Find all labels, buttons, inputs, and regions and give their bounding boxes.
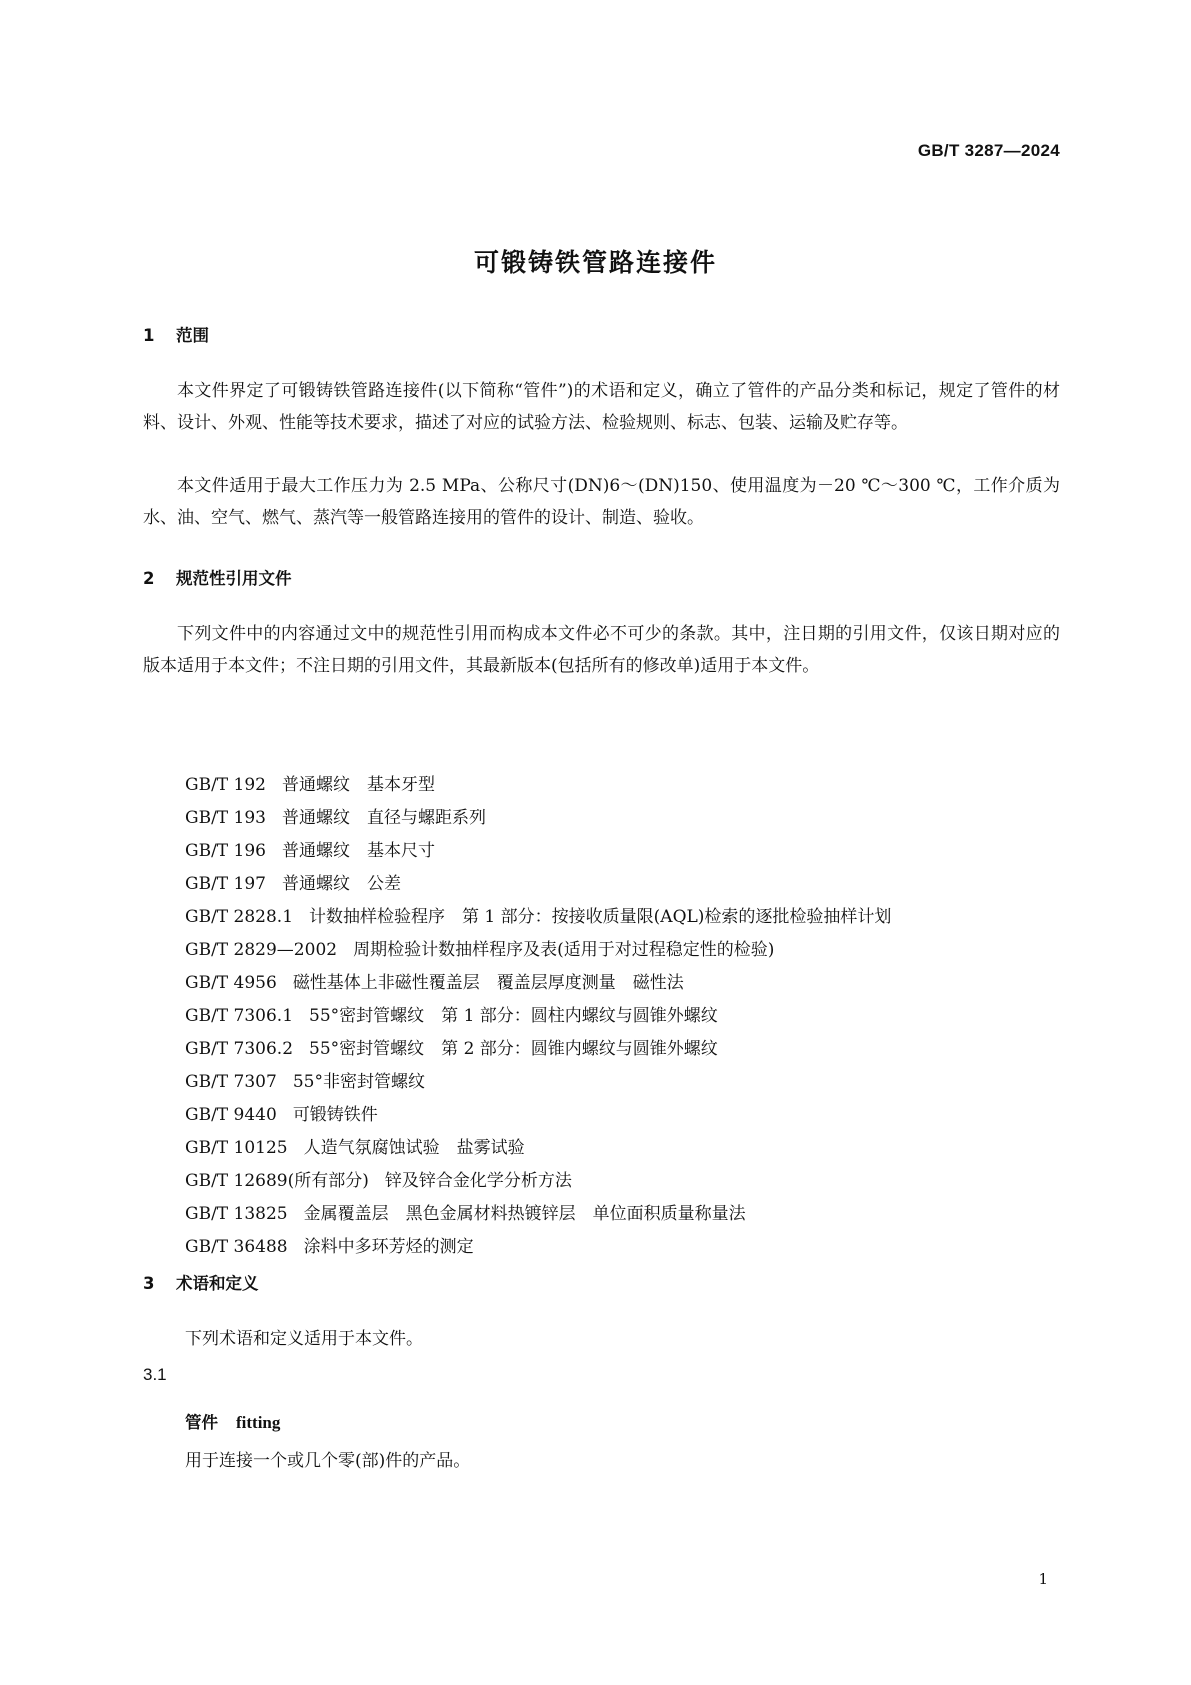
reference-title: 55°非密封管螺纹: [292, 1072, 425, 1092]
reference-code: GB/T 192: [185, 775, 266, 795]
entry-number: 3.1: [143, 1365, 167, 1384]
reference-title: 55°密封管螺纹 第 1 部分：圆柱内螺纹与圆锥外螺纹: [309, 1006, 718, 1026]
reference-item: [185, 1066, 1065, 1099]
reference-code: GB/T 4956: [185, 973, 277, 993]
reference-code: GB/T 193: [185, 808, 266, 828]
reference-title: 55°密封管螺纹 第 2 部分：圆锥内螺纹与圆锥外螺纹: [309, 1039, 718, 1059]
section-number: 2: [143, 569, 155, 588]
term: [185, 1409, 280, 1433]
term-definition: 用于连接一个或几个零(部)件的产品。: [185, 1451, 471, 1471]
section-3-heading: [143, 1270, 259, 1294]
reference-title: 金属覆盖层 黑色金属材料热镀锌层 单位面积质量称量法: [303, 1204, 746, 1224]
paragraph: 本文件界定了可锻铸铁管路连接件(以下简称“管件”)的术语和定义，确立了管件的产品分类和标记，规定了管件的材料、设计、外观、性能等技术要求，描述了对应的试验方法、检验规则、标志、包装、运输及贮存等。: [143, 381, 1060, 433]
definitions-intro: 下列术语和定义适用于本文件。: [185, 1329, 423, 1349]
reference-item: [185, 1033, 1065, 1066]
section-2-heading: [143, 565, 292, 589]
reference-code: GB/T 7306.1: [185, 1006, 294, 1026]
reference-item: [185, 835, 1065, 868]
reference-item: [185, 1000, 1065, 1033]
section-title: 范围: [176, 326, 209, 345]
reference-item: [185, 1099, 1065, 1132]
section-number: 1: [143, 326, 155, 345]
reference-title: 周期检验计数抽样程序及表(适用于对过程稳定性的检验): [353, 940, 775, 960]
reference-code: GB/T 10125: [185, 1138, 288, 1158]
reference-title: 普通螺纹 基本牙型: [282, 775, 435, 795]
section-number: 3: [143, 1274, 155, 1293]
reference-title: 普通螺纹 基本尺寸: [282, 841, 435, 861]
reference-item: [185, 1165, 1065, 1198]
section-title: 规范性引用文件: [176, 569, 292, 588]
reference-code: GB/T 36488: [185, 1237, 288, 1257]
reference-title: 锌及锌合金化学分析方法: [384, 1171, 572, 1191]
reference-code: GB/T 197: [185, 874, 266, 894]
reference-code: GB/T 9440: [185, 1105, 277, 1125]
reference-title: 计数抽样检验程序 第 1 部分：按接收质量限(AQL)检索的逐批检验抽样计划: [309, 907, 892, 927]
reference-item: [185, 901, 1065, 934]
reference-item: [185, 769, 1065, 802]
reference-item: [185, 802, 1065, 835]
reference-code: GB/T 2828.1: [185, 907, 294, 927]
term-english: fitting: [236, 1413, 281, 1432]
section-1-heading: [143, 322, 209, 346]
reference-item: [185, 967, 1065, 1000]
reference-item: [185, 1198, 1065, 1231]
reference-title: 磁性基体上非磁性覆盖层 覆盖层厚度测量 磁性法: [292, 973, 684, 993]
reference-list: [185, 769, 1065, 1264]
page-number: 1: [1038, 1570, 1048, 1588]
reference-title: 普通螺纹 直径与螺距系列: [282, 808, 486, 828]
reference-title: 可锻铸铁件: [292, 1105, 378, 1125]
reference-item: [185, 934, 1065, 967]
reference-title: 普通螺纹 公差: [282, 874, 401, 894]
standard-code: GB/T 3287—2024: [917, 141, 1060, 160]
reference-item: [185, 1231, 1065, 1264]
document-title: 可锻铸铁管路连接件: [473, 248, 717, 277]
paragraph: 下列文件中的内容通过文中的规范性引用而构成本文件必不可少的条款。其中，注日期的引用文件，仅该日期对应的版本适用于本文件；不注日期的引用文件，其最新版本(包括所有的修改单)适用于本文件。: [143, 624, 1060, 676]
paragraph: 本文件适用于最大工作压力为 2.5 MPa、公称尺寸(DN)6～(DN)150、使用温度为－20 ℃～300 ℃，工作介质为水、油、空气、燃气、蒸汽等一般管路连接用的管件的设计、制造、验收。: [143, 476, 1060, 528]
reference-code: GB/T 2829—2002: [185, 940, 338, 960]
reference-code: GB/T 12689(所有部分): [185, 1171, 369, 1191]
reference-item: [185, 868, 1065, 901]
section-title: 术语和定义: [176, 1274, 259, 1293]
reference-item: [185, 1132, 1065, 1165]
reference-title: 涂料中多环芳烃的测定: [303, 1237, 474, 1257]
reference-code: GB/T 7307: [185, 1072, 277, 1092]
reference-code: GB/T 196: [185, 841, 266, 861]
reference-code: GB/T 13825: [185, 1204, 288, 1224]
reference-code: GB/T 7306.2: [185, 1039, 294, 1059]
reference-title: 人造气氛腐蚀试验 盐雾试验: [303, 1138, 525, 1158]
term-chinese: 管件: [185, 1413, 218, 1432]
